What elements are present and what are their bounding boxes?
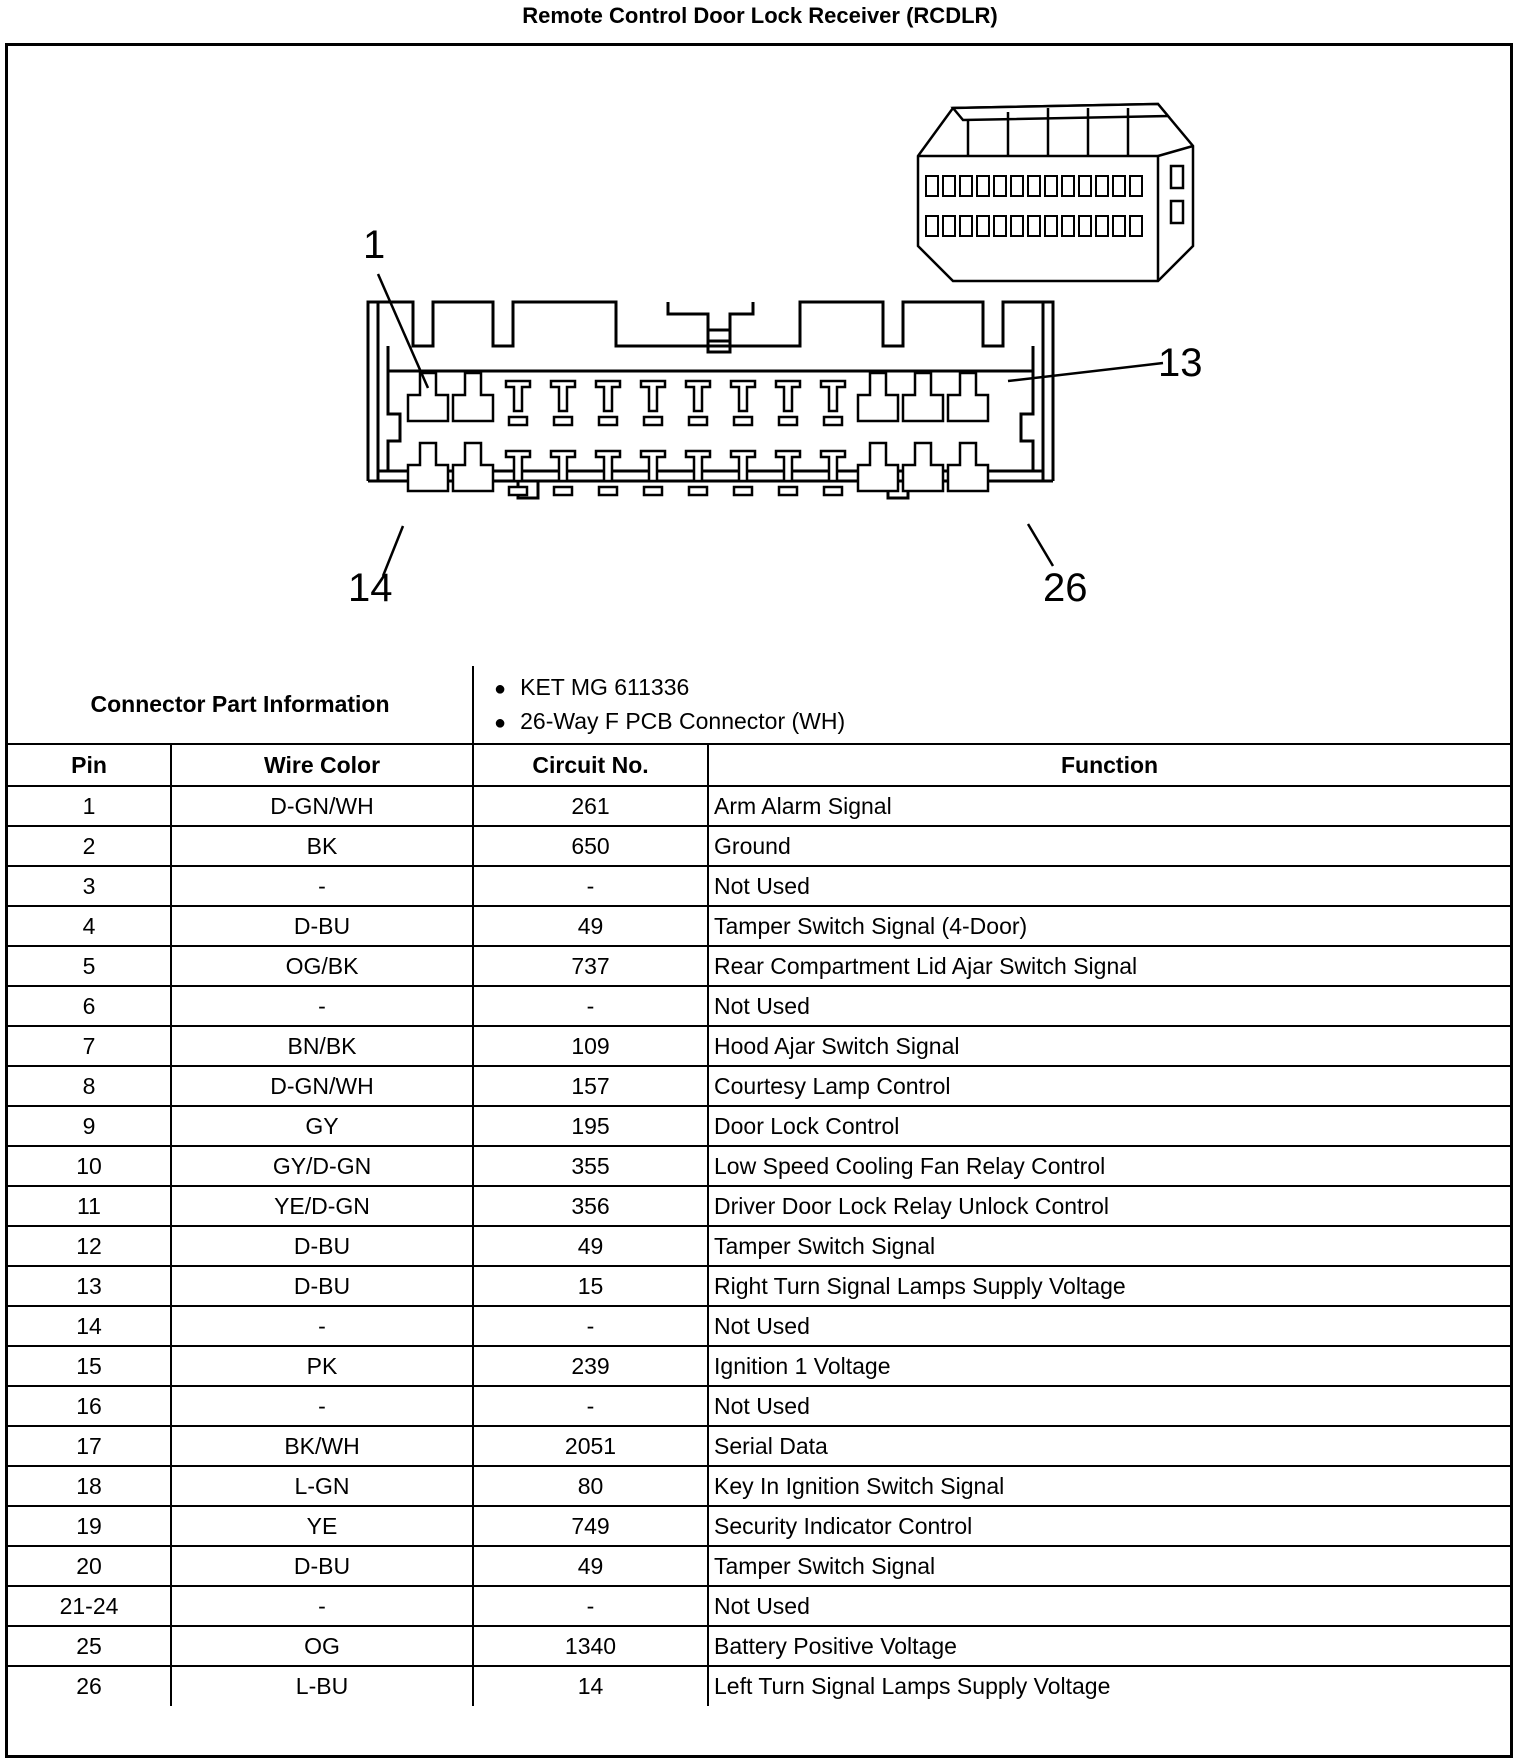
thumbnail-cavity	[1096, 216, 1108, 236]
circuit-cell: 80	[473, 1466, 708, 1506]
circuit-cell: -	[473, 1586, 708, 1626]
thumbnail-cavity	[977, 216, 989, 236]
thumbnail-cavity	[1045, 176, 1057, 196]
pin-cell: 19	[8, 1506, 171, 1546]
pin-cavity-14	[408, 443, 448, 491]
wire-color-cell: -	[171, 866, 473, 906]
function-cell: Left Turn Signal Lamps Supply Voltage	[708, 1666, 1510, 1706]
table-row	[8, 1466, 1510, 1506]
wire-color-cell: BN/BK	[171, 1026, 473, 1066]
wire-color-cell: D-GN/WH	[171, 786, 473, 826]
circuit-cell: 49	[473, 1546, 708, 1586]
table-row	[8, 1626, 1510, 1666]
thumbnail-cavity	[1011, 216, 1023, 236]
thumbnail-cavity	[1113, 216, 1125, 236]
pin-cavity-23	[821, 451, 845, 481]
circuit-cell: 355	[473, 1146, 708, 1186]
circuit-cell: 749	[473, 1506, 708, 1546]
part-number: ● KET MG 611336	[494, 671, 1510, 705]
function-cell: Rear Compartment Lid Ajar Switch Signal	[708, 946, 1510, 986]
table-row	[8, 826, 1510, 866]
wire-color-cell: L-BU	[171, 1666, 473, 1706]
pin-cell: 16	[8, 1386, 171, 1426]
pin-label-13: 13	[1158, 341, 1203, 385]
function-cell: Right Turn Signal Lamps Supply Voltage	[708, 1266, 1510, 1306]
circuit-cell: 1340	[473, 1626, 708, 1666]
wire-color-cell: D-BU	[171, 1546, 473, 1586]
thumbnail-cavity	[1079, 216, 1091, 236]
wire-color-cell: D-BU	[171, 1266, 473, 1306]
thumbnail-cavity	[960, 176, 972, 196]
terminal-slot	[734, 417, 752, 425]
pin-cell: 15	[8, 1346, 171, 1386]
pin-cavity-21	[731, 451, 755, 481]
wire-color-cell: -	[171, 1306, 473, 1346]
pin-cell: 12	[8, 1226, 171, 1266]
function-cell: Hood Ajar Switch Signal	[708, 1026, 1510, 1066]
connector-description: ● 26-Way F PCB Connector (WH)	[494, 705, 1510, 739]
pinout-table	[8, 666, 1510, 1706]
pin-cell: 13	[8, 1266, 171, 1306]
table-row	[8, 1226, 1510, 1266]
header-circuit-no: Circuit No.	[473, 744, 708, 786]
pin-cell: 2	[8, 826, 171, 866]
connector-info-label: Connector Part Information	[8, 666, 473, 744]
wire-color-cell: -	[171, 1586, 473, 1626]
function-cell: Arm Alarm Signal	[708, 786, 1510, 826]
thumbnail-cavity	[1028, 216, 1040, 236]
pin-cell: 11	[8, 1186, 171, 1226]
pin-leader-lines	[378, 274, 1163, 576]
pin-cavity-10	[821, 381, 845, 411]
wire-color-cell: YE	[171, 1506, 473, 1546]
function-cell: Door Lock Control	[708, 1106, 1510, 1146]
table-row	[8, 1546, 1510, 1586]
table-row	[8, 946, 1510, 986]
pin-cell: 4	[8, 906, 171, 946]
pin-cavity-24	[858, 443, 898, 491]
pin-cavity-11	[858, 373, 898, 421]
pin-cavity-12	[903, 373, 943, 421]
pin-label-26: 26	[1043, 566, 1088, 610]
circuit-cell: 195	[473, 1106, 708, 1146]
thumbnail-cavity	[943, 176, 955, 196]
terminal-slot	[554, 487, 572, 495]
pin-cell: 1	[8, 786, 171, 826]
terminal-slot	[599, 487, 617, 495]
function-cell: Ignition 1 Voltage	[708, 1346, 1510, 1386]
terminal-slot	[779, 417, 797, 425]
wire-color-cell: D-BU	[171, 1226, 473, 1266]
header-function: Function	[708, 744, 1510, 786]
circuit-cell: 14	[473, 1666, 708, 1706]
function-cell: Not Used	[708, 866, 1510, 906]
function-cell: Ground	[708, 826, 1510, 866]
wire-color-cell: BK	[171, 826, 473, 866]
circuit-cell: 109	[473, 1026, 708, 1066]
pin-cell: 18	[8, 1466, 171, 1506]
function-cell: Driver Door Lock Relay Unlock Control	[708, 1186, 1510, 1226]
pin-cavity-4	[551, 381, 575, 411]
function-cell: Battery Positive Voltage	[708, 1626, 1510, 1666]
wire-color-cell: OG/BK	[171, 946, 473, 986]
table-row	[8, 986, 1510, 1026]
pin-cavity-8	[731, 381, 755, 411]
circuit-cell: -	[473, 1386, 708, 1426]
pin-cavity-18	[596, 451, 620, 481]
pin-cavity-15	[453, 443, 493, 491]
terminal-slot	[824, 417, 842, 425]
thumbnail-cavity	[1028, 176, 1040, 196]
connector-frame	[5, 43, 1513, 1758]
pin-cavity-9	[776, 381, 800, 411]
function-cell: Courtesy Lamp Control	[708, 1066, 1510, 1106]
terminal-slot	[554, 417, 572, 425]
thumbnail-cavity	[1045, 216, 1057, 236]
pin-cell: 25	[8, 1626, 171, 1666]
connector-diagram	[8, 46, 1510, 666]
pin-cell: 10	[8, 1146, 171, 1186]
header-wire-color: Wire Color	[171, 744, 473, 786]
pin-cell: 26	[8, 1666, 171, 1706]
function-cell: Tamper Switch Signal (4-Door)	[708, 906, 1510, 946]
pin-label-1: 1	[363, 223, 386, 267]
pin-cell: 20	[8, 1546, 171, 1586]
terminal-slot	[599, 417, 617, 425]
circuit-cell: 650	[473, 826, 708, 866]
wire-color-cell: BK/WH	[171, 1426, 473, 1466]
wire-color-cell: OG	[171, 1626, 473, 1666]
function-cell: Not Used	[708, 1306, 1510, 1346]
wire-color-cell: PK	[171, 1346, 473, 1386]
function-cell: Not Used	[708, 986, 1510, 1026]
terminal-slot	[644, 487, 662, 495]
pin-label-14: 14	[348, 566, 393, 610]
terminal-slot	[689, 417, 707, 425]
function-cell: Not Used	[708, 1386, 1510, 1426]
wire-color-cell: D-GN/WH	[171, 1066, 473, 1106]
thumbnail-cavity	[960, 216, 972, 236]
wire-color-cell: -	[171, 1386, 473, 1426]
wire-color-cell: D-BU	[171, 906, 473, 946]
table-row	[8, 1426, 1510, 1466]
pin-cell: 9	[8, 1106, 171, 1146]
pin-cell: 8	[8, 1066, 171, 1106]
pin-cavity-2	[453, 373, 493, 421]
pin-cavity-3	[506, 381, 530, 411]
thumbnail-cavity	[926, 216, 938, 236]
table-row	[8, 1506, 1510, 1546]
pin-cavity-17	[551, 451, 575, 481]
thumbnail-cavity	[1062, 176, 1074, 196]
table-row	[8, 1026, 1510, 1066]
table-header-row	[8, 744, 1510, 786]
circuit-cell: -	[473, 866, 708, 906]
table-row	[8, 1266, 1510, 1306]
thumbnail-cavity	[1079, 176, 1091, 196]
function-cell: Not Used	[708, 1586, 1510, 1626]
terminal-slot	[734, 487, 752, 495]
function-cell: Tamper Switch Signal	[708, 1226, 1510, 1266]
connector-face-drawing	[8, 46, 1510, 666]
table-row	[8, 1146, 1510, 1186]
table-row	[8, 1106, 1510, 1146]
thumbnail-cavity	[1113, 176, 1125, 196]
table-row	[8, 906, 1510, 946]
circuit-cell: 261	[473, 786, 708, 826]
function-cell: Tamper Switch Signal	[708, 1546, 1510, 1586]
table-row	[8, 1386, 1510, 1426]
pin-cavity-13	[948, 373, 988, 421]
pin-cavity-19	[641, 451, 665, 481]
circuit-cell: -	[473, 1306, 708, 1346]
pin-cell: 5	[8, 946, 171, 986]
wire-color-cell: YE/D-GN	[171, 1186, 473, 1226]
pin-cell: 3	[8, 866, 171, 906]
pin-cavity-26	[948, 443, 988, 491]
thumbnail-cavity	[1096, 176, 1108, 196]
table-row	[8, 1306, 1510, 1346]
circuit-cell: 356	[473, 1186, 708, 1226]
table-row	[8, 786, 1510, 826]
terminal-slot	[509, 417, 527, 425]
terminal-slot	[689, 487, 707, 495]
pin-cavity-20	[686, 451, 710, 481]
pin-cell: 6	[8, 986, 171, 1026]
pin-cavity-6	[641, 381, 665, 411]
terminal-slot	[509, 487, 527, 495]
page-title: Remote Control Door Lock Receiver (RCDLR)	[522, 3, 998, 28]
circuit-cell: 737	[473, 946, 708, 986]
terminal-slot	[779, 487, 797, 495]
wire-color-cell: -	[171, 986, 473, 1026]
pin-cavity-16	[506, 451, 530, 481]
pin-cell: 17	[8, 1426, 171, 1466]
pin-cell: 14	[8, 1306, 171, 1346]
connector-info-row	[8, 666, 1510, 744]
pin-cavity-7	[686, 381, 710, 411]
circuit-cell: 15	[473, 1266, 708, 1306]
thumbnail-cavity	[1130, 216, 1142, 236]
terminal-slot	[824, 487, 842, 495]
pin-cavity-1	[408, 373, 448, 421]
thumbnail-cavity	[1062, 216, 1074, 236]
thumbnail-cavity	[926, 176, 938, 196]
table-row	[8, 1586, 1510, 1626]
circuit-cell: 239	[473, 1346, 708, 1386]
function-cell: Serial Data	[708, 1426, 1510, 1466]
table-row	[8, 866, 1510, 906]
terminal-slot	[644, 417, 662, 425]
table-row	[8, 1186, 1510, 1226]
table-row	[8, 1666, 1510, 1706]
thumbnail-cavity	[1130, 176, 1142, 196]
circuit-cell: 157	[473, 1066, 708, 1106]
connector-info-list	[473, 666, 1510, 744]
table-row	[8, 1346, 1510, 1386]
wire-color-cell: GY/D-GN	[171, 1146, 473, 1186]
pin-cavity-22	[776, 451, 800, 481]
wire-color-cell: L-GN	[171, 1466, 473, 1506]
function-cell: Low Speed Cooling Fan Relay Control	[708, 1146, 1510, 1186]
thumbnail-cavity	[994, 216, 1006, 236]
table-row	[8, 1066, 1510, 1106]
pin-cell: 7	[8, 1026, 171, 1066]
thumbnail-cavity	[994, 176, 1006, 196]
thumbnail-cavity	[943, 216, 955, 236]
circuit-cell: 2051	[473, 1426, 708, 1466]
thumbnail-cavity	[1011, 176, 1023, 196]
circuit-cell: 49	[473, 1226, 708, 1266]
function-cell: Security Indicator Control	[708, 1506, 1510, 1546]
pin-cell: 21-24	[8, 1586, 171, 1626]
function-cell: Key In Ignition Switch Signal	[708, 1466, 1510, 1506]
pin-cavity-5	[596, 381, 620, 411]
circuit-cell: 49	[473, 906, 708, 946]
pin-cavity-25	[903, 443, 943, 491]
thumbnail-cavity	[977, 176, 989, 196]
wire-color-cell: GY	[171, 1106, 473, 1146]
circuit-cell: -	[473, 986, 708, 1026]
header-pin: Pin	[8, 744, 171, 786]
